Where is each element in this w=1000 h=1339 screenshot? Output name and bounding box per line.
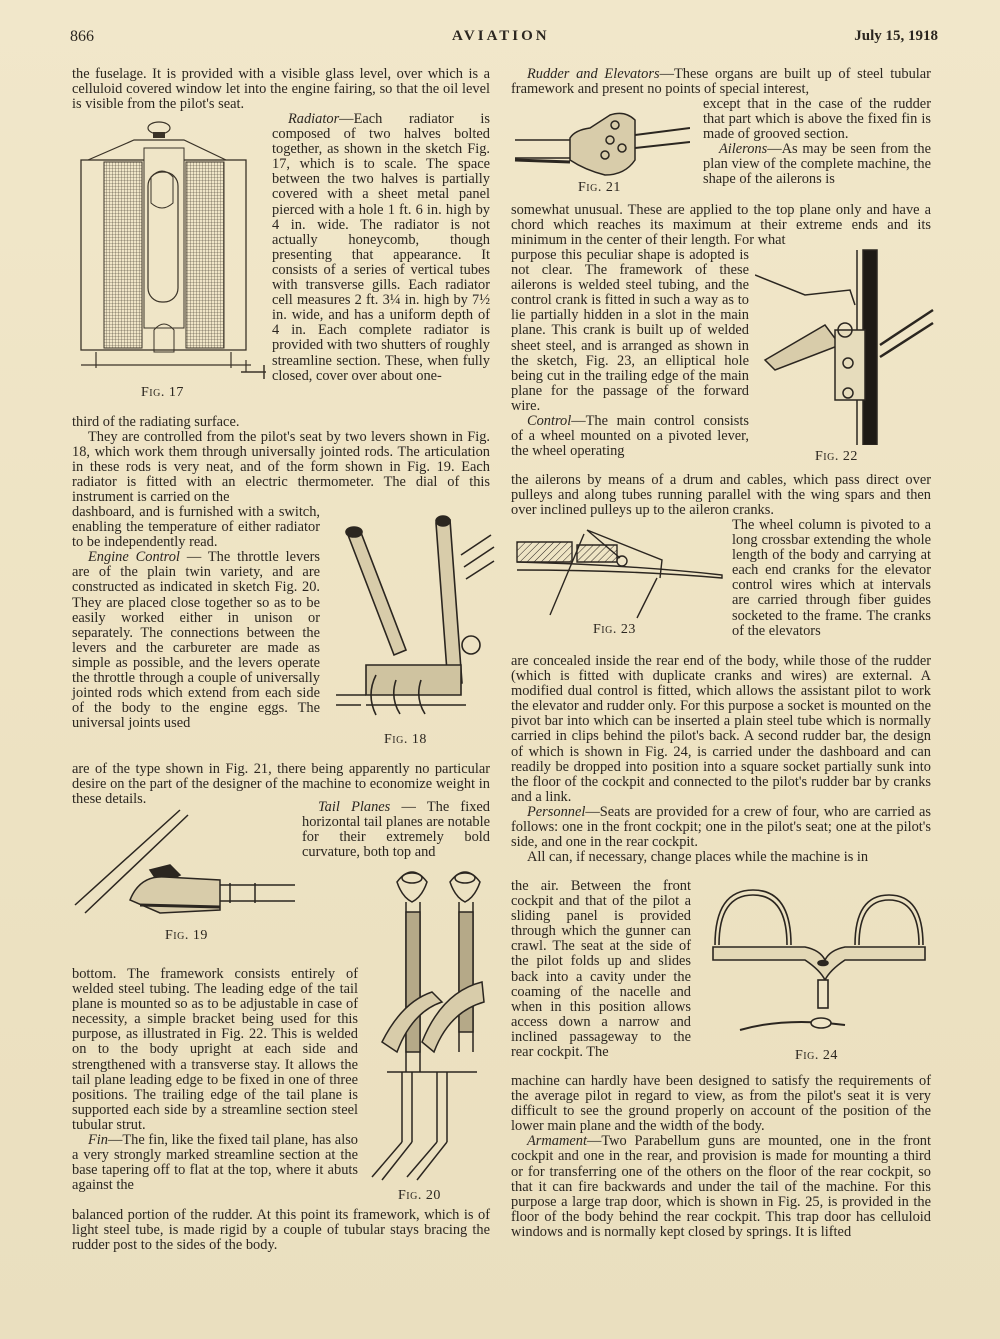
engine-control-heading: Engine Control (88, 549, 180, 566)
figure-22-bracket (755, 245, 935, 445)
engine-control-continuation: are of the type shown in Fig. 21, there being apparently no particular desire on the part of the designer of the machine to economize weight in these details. (72, 761, 490, 808)
throttle-levers-illustration (336, 505, 496, 730)
ailerons-crank-text: purpose this peculiar shape is adopted is not clear. The framework of these ailerons is welded steel tubing, and the control crank is fitted in such a way as to lie partially hidden in a slot in the main plane. This crank is built up of welded sheet steel, and is arranged as shown in the sketch, Fig. 23, an elliptical hole being cut in the trailing edge of the main plane for the passage of the forward wire. Control—The main control consists of a wheel mounted on a pivoted lever, the wheel operating (511, 247, 749, 460)
fin-continuation: balanced portion of the rudder. At this point its framework, which is of light steel tube, is made rigid by a couple of tubular stays bracing the rudder post to the sides of the body. (72, 1207, 490, 1254)
figure-21-universal-joint (510, 100, 690, 180)
rudder-bar-illustration (705, 885, 935, 1035)
wheel-column-text: The wheel column is pivoted to a long crossbar extending the whole length of the body and carrying at each end cranks for the elevator control wires which at intervals are carried through fiber guides socketed to the frame. The cranks of the elevators (732, 517, 931, 639)
figure-18-caption: Fig. 18 (384, 732, 427, 747)
figure-24-caption: Fig. 24 (795, 1048, 838, 1063)
figure-20-caption: Fig. 20 (398, 1188, 441, 1203)
figure-21-caption: Fig. 21 (578, 180, 621, 195)
figure-22-caption: Fig. 22 (815, 449, 858, 464)
page-number: 866 (70, 28, 94, 45)
figure-24-rudder-bar (705, 885, 935, 1035)
figure-23-caption: Fig. 23 (593, 622, 636, 637)
fin-heading: Fin (88, 1132, 108, 1149)
radiator-heading: Radiator (288, 111, 340, 127)
figure-17-caption: Fig. 17 (141, 385, 184, 400)
radiator-continuation: third of the radiating surface. They are controlled from the pilot's seat by two levers shown in Fig. 18, which work them through universally jointed rods. The articulation in these rods is very neat, and of the form shown in Fig. 19. Each radiator is fitted with an electric thermometer. The dial of this instrument is carried on the (72, 414, 490, 506)
issue-date: July 15, 1918 (854, 28, 938, 44)
universal-joint-illustration (70, 805, 300, 920)
rudder-continuation: except that in the case of the rudder that part which is above the fixed fin is made of grooved section. Ailerons—As may be seen from the plan view of the complete machine, the shape of the ailerons is (703, 96, 931, 188)
figure-18-throttle-levers (336, 505, 496, 730)
levers-continuation: dashboard, and is furnished with a switch, enabling the temperature of either radiator to be independently read. Engine Control — The throttle levers are of the plain twin variety, and are constructed as indicated in sketch Fig. 20. They are placed close together so as to be easily worked either in unison or separately. The connections between the levers and the carbureter are made as simple as possible, and the levers operate the throttle through a couple of universally jointed rods which extend from each side of the body to the engine eggs. The universal joints used (72, 504, 320, 732)
tail-planes-section: Tail Planes — The fixed horizontal tail planes are notable for their extremely bold curvature, both top and (302, 799, 490, 861)
figure-17-radiator (76, 120, 266, 382)
armament-heading: Armament (527, 1133, 587, 1150)
intro-paragraph: the fuselage. It is provided with a visible glass level, over which is a celluloid covered window let into the engine fairing, so that the oil level is visible from the pilot's seat. (72, 66, 490, 113)
tail-planes-heading: Tail Planes (318, 799, 391, 815)
aileron-crank-diagram (512, 520, 727, 620)
universal-joint-detail-illustration (510, 100, 690, 180)
figure-19-caption: Fig. 19 (165, 928, 208, 943)
rudder-elevators-heading: Rudder and Elevators (527, 66, 660, 82)
journal-title: AVIATION (452, 28, 550, 44)
twin-throttle-illustration (362, 862, 497, 1182)
tail-planes-continuation: bottom. The framework consists entirely of welded steel tubing. The leading edge of the tail plane is mounted so as to be adjustable in case of necessity, a simple bracket being used for this purpose, as illustrated in Fig. 22. This is welded on to the body upright at each side and strengthened with a transverse stay. It allows the tail plane leading edge to be fixed in one of three positions. The trailing edge of the tail plane is supported each side by a streamline section steel tubular strut. Fin—The fin, like the fixed tail plane, has also a very strongly marked streamline section at the base tapering off to flat at the top, where it abuts against the (72, 966, 358, 1194)
ailerons-heading: Ailerons (719, 141, 768, 158)
view-paragraph: machine can hardly have been designed to satisfy the requirements of the average pilot in regard to view, as from the pilot's seat it is very difficult to see the ground properly on account of the position of the lower main plane and the width of the body. Armament—Two Parabellum guns are mounted, one in the front cockpit and one in the rear, and provision is made for mounting a third or for transferring one of the others on the floor of the rear cockpit, so that it can fire backwards and under the tail of the machine. For this purpose a large trap door, which is shown in Fig. 25, is provided in the floor of the body behind the rear cockpit. This trap door has celluloid windows and is normally kept closed by springs. It is lifted (511, 1073, 931, 1240)
personnel-continuation: the air. Between the front cockpit and that of the pilot a sliding panel is provided through which the gunner can crawl. The seat at the side of the pilot folds up and slides back into a cavity under the coaming of the nacelle and when in this position allows access down a narrow and inclined passageway to the rear cockpit. The (511, 878, 691, 1061)
figure-20-twin-throttle (362, 862, 497, 1182)
control-heading: Control (527, 413, 572, 430)
radiator-illustration (76, 120, 266, 382)
tail-plane-bracket-illustration (755, 245, 935, 445)
ailerons-continuation: somewhat unusual. These are applied to the top plane only and have a chord which reaches its maximum at their extreme ends and its minimum in the center of their length. For what (511, 202, 931, 249)
control-continuation: the ailerons by means of a drum and cables, which pass direct over pulleys and along tubes running parallel with the wing spars and then over inclined pulleys up to the aileron cranks. (511, 472, 931, 519)
personnel-heading: Personnel (527, 803, 586, 820)
figure-23-aileron-crank (512, 520, 727, 620)
figure-19-universal-joint (70, 805, 300, 920)
rudder-elevators-section: Rudder and Elevators—These organs are built up of steel tubular framework and present no points of special interest, (511, 66, 931, 98)
wheel-column-continuation: are concealed inside the rear end of the body, while those of the rudder (which is fitted with duplicate cranks and wires) are external. A modified dual control is fitted, which allows the assistant pilot to work the elevator and rudder only. For this purpose a socket is mounted on the pivot bar into which can be inserted a plain steel tube which is normally carried in clips behind the pilot's back. A second rudder bar, the design of which is shown in Fig. 24, is carried under the dashboard and can readily be dropped into position into a square socket partially sunk into the floor of the cockpit and connected to the pilot's rudder bar by cranks and a link. Personnel—Seats are provided for a crew of four, who are carried as follows: one in the front cockpit; one in the pilot's seat; one at the pilot's side, and one in the rear cockpit. All can, if necessary, change places while the machine is in (511, 653, 931, 866)
radiator-section: Radiator—Each radiator is composed of two halves bolted together, as shown in the sketch Fig. 17, which is to scale. The space between the two halves is partially covered with a sheet metal panel pierced with a hole 1 ft. 6 in. high by 4 in. wide. The radiator is not actually honeycomb, though presenting that appearance. It consists of a series of vertical tubes with transverse gills. Each radiator cell measures 2 ft. 3¼ in. high by 7½ in. wide, and has a uniform depth of 4 in. Each complete radiator is provided with two shutters of roughly streamline section. These, when fully closed, cover over about one- (272, 111, 490, 384)
